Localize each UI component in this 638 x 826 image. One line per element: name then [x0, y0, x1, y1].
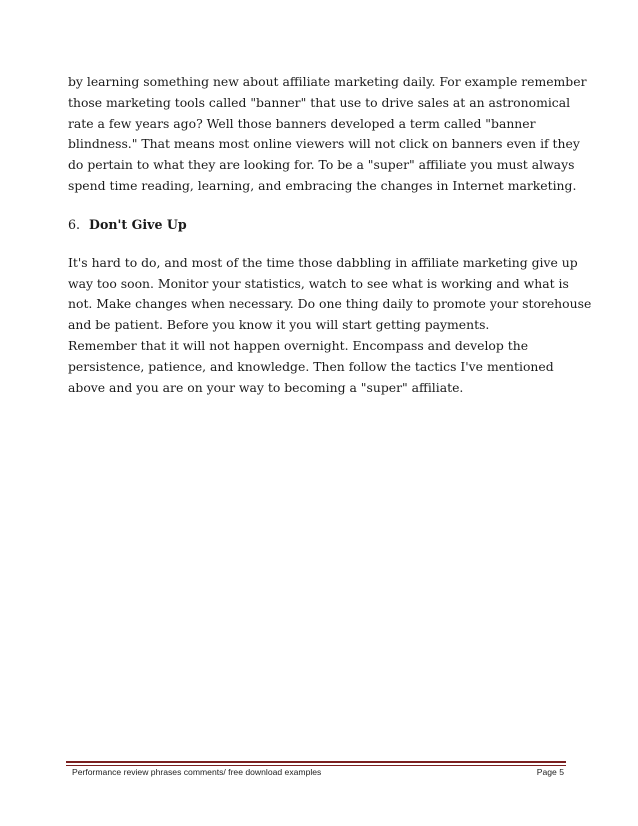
footer-divider-thick	[66, 761, 566, 763]
section-number: 6.	[68, 216, 81, 232]
text-line: and be patient. Before you know it you will start getting payments.	[68, 317, 490, 333]
section-heading	[68, 215, 573, 235]
page-number: Page 5	[536, 767, 564, 777]
text-line: above and you are on your way to becoming a "super" affiliate.	[68, 379, 464, 395]
footer-text: Performance review phrases comments/ free download examples	[72, 767, 322, 777]
footer-divider-thin	[66, 765, 566, 766]
text-line: do pertain to what they are looking for. To be a "super" affiliate you must always	[68, 157, 575, 173]
text-line: persistence, patience, and knowledge. Then follow the tactics I've mentioned	[68, 358, 554, 374]
text-line: those marketing tools called "banner" that use to drive sales at an astronomical	[68, 94, 571, 110]
text-line: by learning something new about affiliate marketing daily. For example remember	[68, 74, 587, 89]
section-title: Don't Give Up	[89, 216, 187, 232]
text-line: Remember that it will not happen overnight. Encompass and develop the	[68, 337, 529, 353]
paragraph-dont-give-up	[68, 253, 592, 399]
text-line: spend time reading, learning, and embracing the changes in Internet marketing.	[68, 177, 577, 193]
text-line: It's hard to do, and most of the time those dabbling in affiliate marketing give up	[68, 254, 578, 270]
paragraph-banner-blindness	[68, 72, 587, 197]
text-line: not. Make changes when necessary. Do one thing daily to promote your storehouse	[68, 296, 592, 312]
text-line: way too soon. Monitor your statistics, watch to see what is working and what is	[68, 275, 569, 291]
text-line: blindness." That means most online viewers will not click on banners even if they	[68, 136, 580, 152]
page-content	[68, 72, 592, 398]
text-line: rate a few years ago? Well those banners developed a term called "banner	[68, 115, 536, 131]
